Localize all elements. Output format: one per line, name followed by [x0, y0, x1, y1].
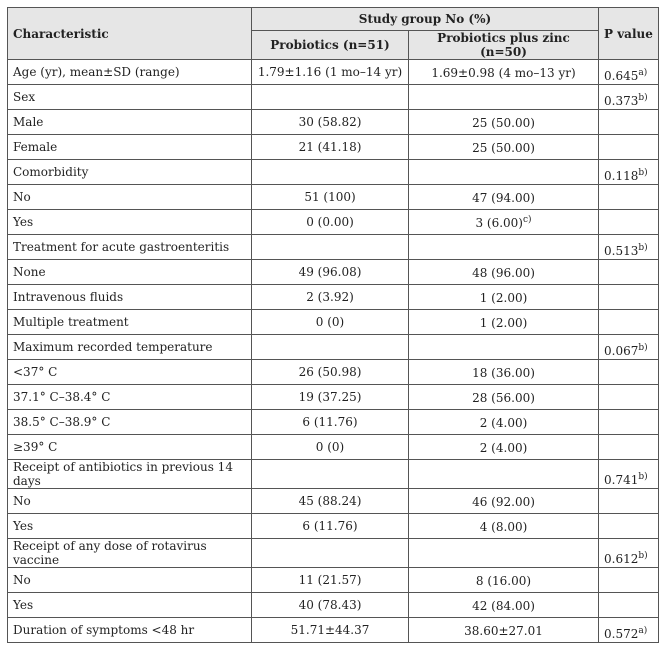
table-row: [8, 410, 659, 435]
row-probiotics-value: 19 (37.25): [252, 385, 409, 410]
table-row: [8, 285, 659, 310]
header-p-value: P value: [599, 8, 659, 60]
row-p-value-cell: [599, 568, 659, 593]
row-p-value: 0.118: [604, 169, 639, 183]
row-probiotics-zinc-cell: [409, 310, 599, 335]
row-probiotics-value: [252, 460, 409, 489]
row-p-footnote-mark: b): [638, 343, 648, 353]
row-p-value: 0.373: [604, 94, 639, 108]
row-probiotics-zinc-cell: [409, 489, 599, 514]
row-footnote-mark: c): [522, 214, 532, 225]
row-characteristic: Treatment for acute gastroenteritis: [8, 235, 252, 260]
row-characteristic: ≥39° C: [8, 435, 252, 460]
table-row: [8, 618, 659, 643]
row-p-value: 0.513: [604, 244, 639, 258]
row-probiotics-zinc-value: 8 (16.00): [475, 573, 532, 588]
row-probiotics-zinc-value: 47 (94.00): [472, 190, 535, 205]
table-row: [8, 514, 659, 539]
table-row: [8, 110, 659, 135]
table-row: [8, 235, 659, 260]
table-row: [8, 185, 659, 210]
row-p-value-cell: [599, 410, 659, 435]
row-probiotics-zinc-value: 25 (50.00): [472, 115, 535, 130]
row-probiotics-zinc-cell: [409, 514, 599, 539]
row-p-value-cell: [599, 110, 659, 135]
row-probiotics-zinc-cell: [409, 435, 599, 460]
table-row: [8, 210, 659, 235]
row-probiotics-zinc-value: 42 (84.00): [472, 598, 535, 613]
table-row: [8, 260, 659, 285]
row-p-footnote-mark: b): [638, 168, 648, 178]
row-characteristic: Female: [8, 135, 252, 160]
row-p-value: 0.741: [604, 473, 639, 487]
row-probiotics-value: 51.71±44.37: [252, 618, 409, 643]
row-probiotics-zinc-value: 3 (6.00): [475, 215, 523, 230]
row-characteristic: 38.5° C–38.9° C: [8, 410, 252, 435]
table-row: [8, 568, 659, 593]
row-probiotics-zinc-cell: [409, 460, 599, 489]
row-probiotics-zinc-cell: [409, 210, 599, 235]
row-p-value-cell: [599, 210, 659, 235]
row-probiotics-zinc-cell: [409, 160, 599, 185]
row-probiotics-value: [252, 539, 409, 568]
header-characteristic: Characteristic: [8, 8, 252, 60]
row-characteristic: Maximum recorded temperature: [8, 335, 252, 360]
row-probiotics-zinc-value: 38.60±27.01: [464, 623, 543, 638]
table-row: [8, 335, 659, 360]
table-row: [8, 135, 659, 160]
row-probiotics-zinc-value: 1.69±0.98 (4 mo–13 yr): [431, 65, 576, 80]
row-p-value-cell: [599, 385, 659, 410]
row-probiotics-zinc-cell: [409, 85, 599, 110]
table-row: [8, 310, 659, 335]
row-probiotics-zinc-cell: [409, 539, 599, 568]
table-body: [8, 60, 659, 643]
row-probiotics-value: 0 (0.00): [252, 210, 409, 235]
row-characteristic: 37.1° C–38.4° C: [8, 385, 252, 410]
row-p-value: 0.572: [604, 627, 639, 641]
row-probiotics-zinc-value: 25 (50.00): [472, 140, 535, 155]
header-study-group: Study group No (%): [252, 8, 599, 31]
row-probiotics-value: 0 (0): [252, 310, 409, 335]
row-p-footnote-mark: b): [638, 243, 648, 253]
table-row: [8, 435, 659, 460]
row-characteristic: Sex: [8, 85, 252, 110]
row-characteristic: Age (yr), mean±SD (range): [8, 60, 252, 85]
row-p-value-cell: [599, 539, 659, 568]
row-probiotics-zinc-cell: [409, 260, 599, 285]
row-probiotics-value: 51 (100): [252, 185, 409, 210]
characteristics-table: [7, 7, 659, 643]
table-row: [8, 360, 659, 385]
row-p-value-cell: [599, 460, 659, 489]
row-probiotics-value: 2 (3.92): [252, 285, 409, 310]
row-probiotics-zinc-cell: [409, 593, 599, 618]
header-probiotics: Probiotics (n=51): [252, 31, 409, 60]
row-probiotics-value: 30 (58.82): [252, 110, 409, 135]
row-characteristic: No: [8, 489, 252, 514]
row-probiotics-value: 0 (0): [252, 435, 409, 460]
row-p-footnote-mark: a): [638, 68, 648, 78]
row-characteristic: Yes: [8, 210, 252, 235]
row-probiotics-value: [252, 235, 409, 260]
row-probiotics-value: [252, 160, 409, 185]
row-probiotics-value: [252, 335, 409, 360]
row-probiotics-zinc-cell: [409, 410, 599, 435]
row-p-value: 0.612: [604, 552, 639, 566]
row-probiotics-zinc-value: 48 (96.00): [472, 265, 535, 280]
row-p-footnote-mark: b): [638, 472, 648, 482]
row-probiotics-zinc-cell: [409, 385, 599, 410]
row-p-value-cell: [599, 310, 659, 335]
row-probiotics-zinc-cell: [409, 618, 599, 643]
row-characteristic: Receipt of antibiotics in previous 14 days: [8, 460, 252, 489]
row-p-value-cell: [599, 489, 659, 514]
table-row: [8, 489, 659, 514]
row-characteristic: Multiple treatment: [8, 310, 252, 335]
row-probiotics-zinc-value: 2 (4.00): [479, 440, 528, 455]
row-probiotics-zinc-cell: [409, 360, 599, 385]
table-row: [8, 593, 659, 618]
row-probiotics-zinc-cell: [409, 185, 599, 210]
row-probiotics-value: 6 (11.76): [252, 514, 409, 539]
row-probiotics-value: [252, 85, 409, 110]
row-p-value-cell: [599, 235, 659, 260]
table-row: [8, 385, 659, 410]
row-probiotics-zinc-value: 46 (92.00): [472, 494, 535, 509]
row-p-value-cell: [599, 435, 659, 460]
row-p-value-cell: [599, 514, 659, 539]
row-p-value-cell: [599, 85, 659, 110]
row-p-value-cell: [599, 285, 659, 310]
row-characteristic: Yes: [8, 514, 252, 539]
row-p-footnote-mark: a): [638, 626, 648, 636]
row-p-value-cell: [599, 618, 659, 643]
row-probiotics-zinc-value: 28 (56.00): [472, 390, 535, 405]
row-probiotics-zinc-value: 4 (8.00): [479, 519, 528, 534]
row-characteristic: Intravenous fluids: [8, 285, 252, 310]
row-p-value-cell: [599, 335, 659, 360]
row-p-footnote-mark: b): [638, 93, 648, 103]
row-characteristic: Duration of symptoms <48 hr: [8, 618, 252, 643]
table-row: [8, 85, 659, 110]
row-characteristic: Receipt of any dose of rotavirus vaccine: [8, 539, 252, 568]
row-probiotics-zinc-value: 1 (2.00): [479, 315, 528, 330]
row-probiotics-zinc-cell: [409, 285, 599, 310]
row-characteristic: None: [8, 260, 252, 285]
row-probiotics-zinc-cell: [409, 235, 599, 260]
row-probiotics-zinc-cell: [409, 110, 599, 135]
row-characteristic: <37° C: [8, 360, 252, 385]
row-p-value-cell: [599, 135, 659, 160]
row-probiotics-zinc-cell: [409, 335, 599, 360]
row-probiotics-value: 26 (50.98): [252, 360, 409, 385]
row-probiotics-value: 6 (11.76): [252, 410, 409, 435]
row-probiotics-zinc-cell: [409, 135, 599, 160]
row-p-footnote-mark: b): [638, 551, 648, 561]
row-p-value: 0.067: [604, 344, 639, 358]
row-probiotics-value: 45 (88.24): [252, 489, 409, 514]
row-p-value-cell: [599, 185, 659, 210]
row-p-value-cell: [599, 360, 659, 385]
row-probiotics-value: 49 (96.08): [252, 260, 409, 285]
row-probiotics-zinc-value: 18 (36.00): [472, 365, 535, 380]
row-p-value-cell: [599, 593, 659, 618]
row-probiotics-value: 1.79±1.16 (1 mo–14 yr): [252, 60, 409, 85]
row-p-value: 0.645: [604, 69, 639, 83]
row-p-value-cell: [599, 260, 659, 285]
table-row: [8, 539, 659, 568]
row-probiotics-zinc-cell: [409, 60, 599, 85]
row-characteristic: Yes: [8, 593, 252, 618]
table-row: [8, 60, 659, 85]
row-probiotics-zinc-value: 2 (4.00): [479, 415, 528, 430]
row-p-value-cell: [599, 60, 659, 85]
row-characteristic: Comorbidity: [8, 160, 252, 185]
row-probiotics-value: 11 (21.57): [252, 568, 409, 593]
row-probiotics-value: 21 (41.18): [252, 135, 409, 160]
table-row: [8, 460, 659, 489]
row-probiotics-zinc-cell: [409, 568, 599, 593]
row-probiotics-value: 40 (78.43): [252, 593, 409, 618]
row-p-value-cell: [599, 160, 659, 185]
row-characteristic: No: [8, 185, 252, 210]
row-characteristic: Male: [8, 110, 252, 135]
table-row: [8, 160, 659, 185]
header-probiotics-zinc: Probiotics plus zinc (n=50): [409, 31, 599, 60]
row-characteristic: No: [8, 568, 252, 593]
row-probiotics-zinc-value: 1 (2.00): [479, 290, 528, 305]
